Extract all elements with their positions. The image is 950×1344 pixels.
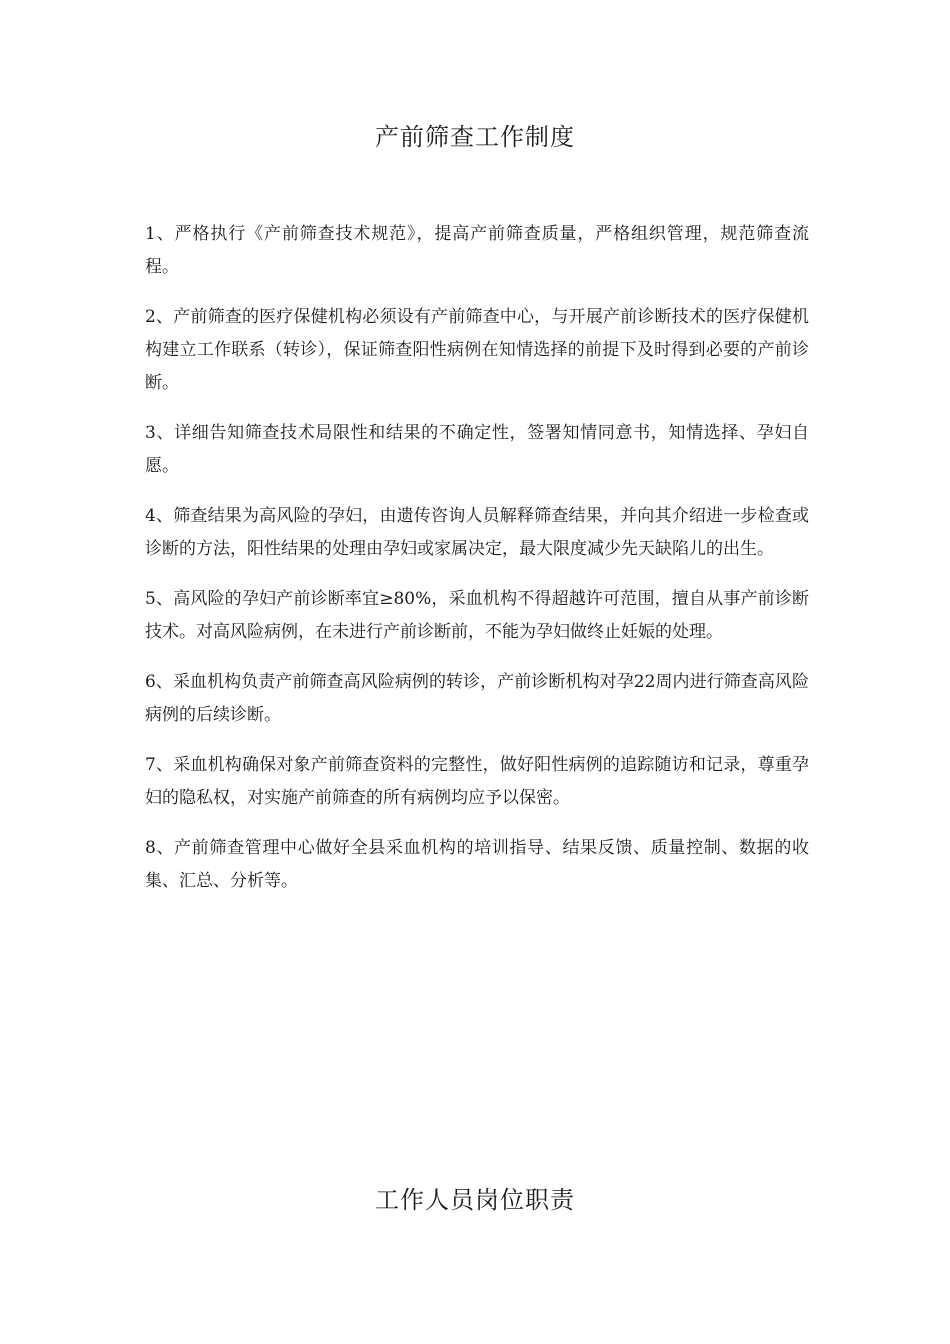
document-title: 产前筛查工作制度 — [375, 123, 575, 151]
paragraph-3: 3、详细告知筛查技术局限性和结果的不确定性，签署知情同意书，知情选择、孕妇自愿。 — [145, 423, 809, 476]
paragraph-8: 8、产前筛查管理中心做好全县采血机构的培训指导、结果反馈、质量控制、数据的收集、汇总、分析等。 — [145, 838, 809, 891]
paragraph-5: 5、高风险的孕妇产前诊断率宜≥80%，采血机构不得超越许可范围，擅自从事产前诊断技术。对高风险病例，在未进行产前诊断前，不能为孕妇做终止妊娠的处理。 — [145, 589, 809, 642]
document-body — [145, 218, 809, 915]
paragraph-1: 1、严格执行《产前筛查技术规范》，提高产前筛查质量，严格组织管理，规范筛查流程。 — [145, 224, 809, 277]
paragraph-2: 2、产前筛查的医疗保健机构必须设有产前筛查中心，与开展产前诊断技术的医疗保健机构建立工作联系（转诊），保证筛查阳性病例在知情选择的前提下及时得到必要的产前诊断。 — [145, 307, 809, 393]
section-title: 工作人员岗位职责 — [375, 1186, 575, 1214]
paragraph-4: 4、筛查结果为高风险的孕妇，由遗传咨询人员解释筛查结果，并向其介绍进一步检查或诊断的方法，阳性结果的处理由孕妇或家属决定，最大限度减少先天缺陷儿的出生。 — [145, 506, 809, 559]
paragraph-6: 6、采血机构负责产前筛查高风险病例的转诊，产前诊断机构对孕22周内进行筛查高风险病例的后续诊断。 — [145, 672, 809, 725]
paragraph-7: 7、采血机构确保对象产前筛查资料的完整性，做好阳性病例的追踪随访和记录，尊重孕妇的隐私权，对实施产前筛查的所有病例均应予以保密。 — [145, 755, 809, 808]
